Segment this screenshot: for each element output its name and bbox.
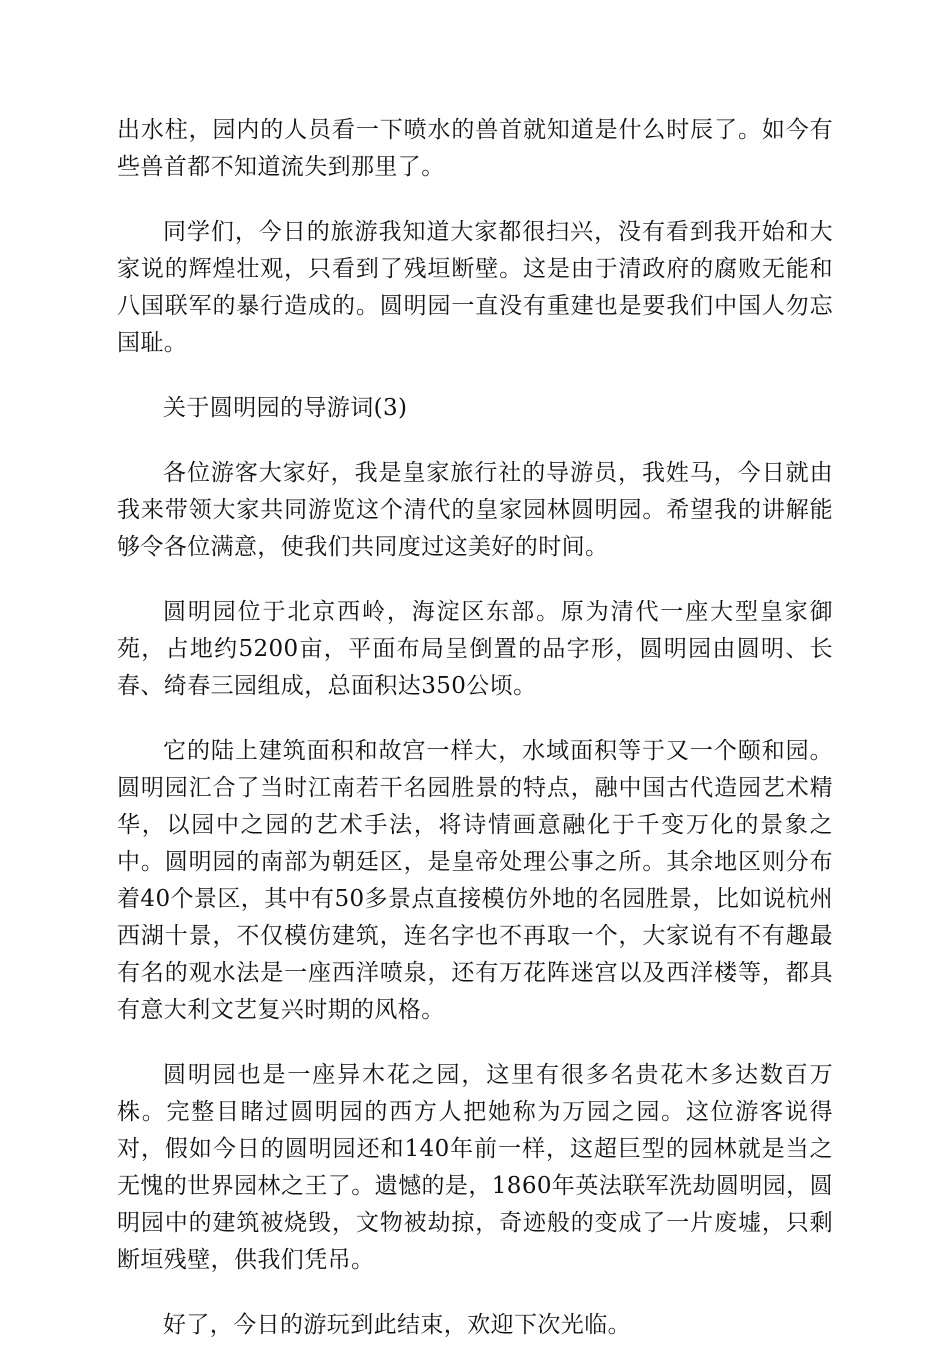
paragraph: 同学们，今日的旅游我知道大家都很扫兴，没有看到我开始和大家说的辉煌壮观，只看到了残垣断壁。这是由于清政府的腐败无能和八国联军的暴行造成的。圆明园一直没有重建也是要我们中国人勿忘国耻。 <box>117 219 833 356</box>
paragraph: 它的陆上建筑面积和故宫一样大，水域面积等于又一个颐和园。圆明园汇合了当时江南若干名园胜景的特点，融中国古代造园艺术精华，以园中之园的艺术手法，将诗情画意融化于千变万化的景象之中。圆明园的南部为朝廷区，是皇帝处理公事之所。其余地区则分布着40个景区，其中有50多景点直接模仿外地的名园胜景，比如说杭州西湖十景，不仅模仿建筑，连名字也不再取一个，大家说有不有趣最有名的观水法是一座西洋喷泉，还有万花阵迷宫以及西洋楼等，都具有意大利文艺复兴时期的风格。 <box>117 738 833 1023</box>
paragraph: 好了，今日的游玩到此结束，欢迎下次光临。 <box>163 1312 631 1338</box>
document-body <box>117 112 833 1372</box>
paragraph: 圆明园位于北京西岭，海淀区东部。原为清代一座大型皇家御苑，占地约5200亩，平面布局呈倒置的品字形，圆明园由圆明、长春、绮春三园组成，总面积达350公顷。 <box>117 599 833 699</box>
paragraph: 圆明园也是一座异木花之园，这里有很多名贵花木多达数百万株。完整目睹过圆明园的西方人把她称为万园之园。这位游客说得对，假如今日的圆明园还和140年前一样，这超巨型的园林就是当之无愧的世界园林之王了。遗憾的是，1860年英法联军洗劫圆明园，圆明园中的建筑被烧毁，文物被劫掠，奇迹般的变成了一片废墟，只剩断垣残壁，供我们凭吊。 <box>117 1062 833 1273</box>
section-heading: 关于圆明园的导游词(3) <box>163 395 408 421</box>
paragraph-continued: 出水柱，园内的人员看一下喷水的兽首就知道是什么时辰了。如今有些兽首都不知道流失到那里了。 <box>117 117 833 180</box>
paragraph: 各位游客大家好，我是皇家旅行社的导游员，我姓马，今日就由我来带领大家共同游览这个清代的皇家园林圆明园。希望我的讲解能够令各位满意，使我们共同度过这美好的时间。 <box>117 460 833 560</box>
